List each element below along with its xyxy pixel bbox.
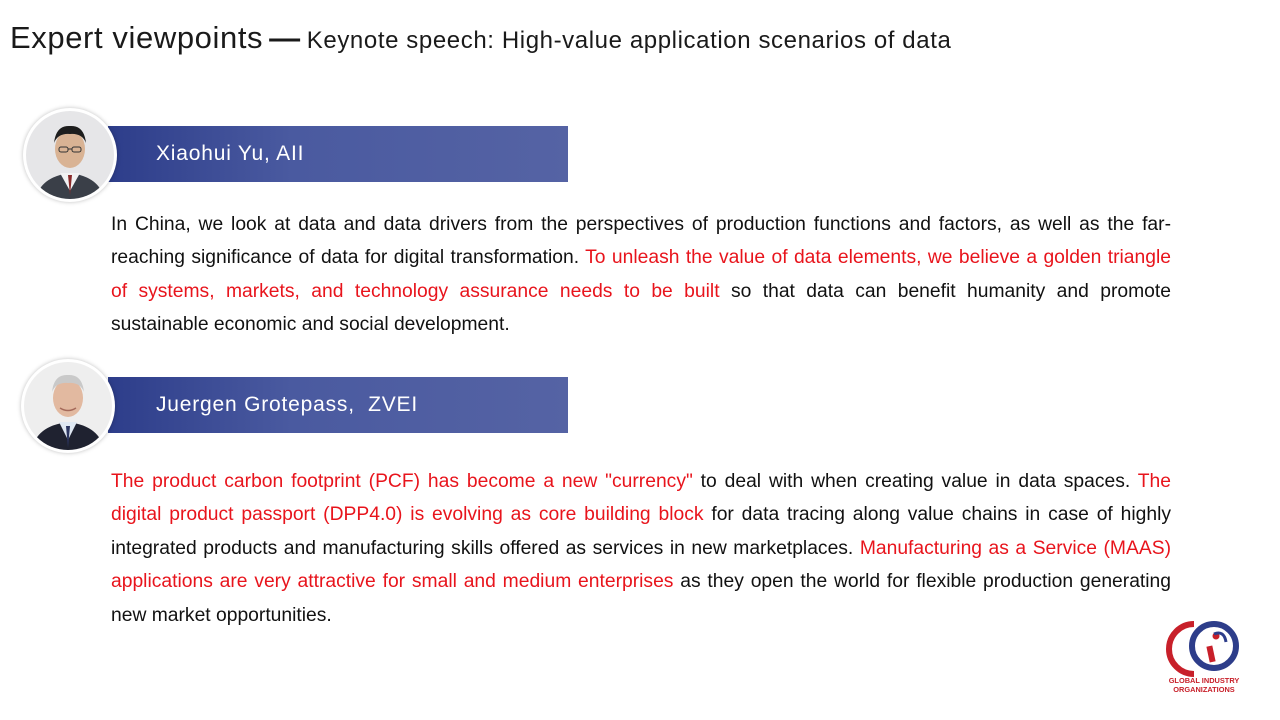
speaker-banner-1 <box>108 126 568 182</box>
logo-line-2: ORGANIZATIONS <box>1173 685 1235 694</box>
logo-text <box>1156 676 1252 694</box>
title-subtitle: Keynote speech: High-value application scenarios of data <box>306 27 952 54</box>
person-portrait-icon <box>26 111 114 199</box>
title-dash: — <box>269 20 301 55</box>
speaker-banner-2 <box>108 377 568 433</box>
quote-text: In China, we look at data and data drivers from the perspectives of production functions and factors, as well as the far-reaching significance of data for digital transformation. <box>111 214 1171 269</box>
logo-line-1: GLOBAL INDUSTRY <box>1168 676 1240 685</box>
speaker-quote-1 <box>111 208 1171 342</box>
quote-text: as they open the world for flexible production generating new market opportunities. <box>111 571 1172 626</box>
speaker-photo-2 <box>24 362 112 450</box>
quote-text: so that data can benefit humanity and promote sustainable economic and social development. <box>111 280 1171 336</box>
speaker-photo-1 <box>26 111 114 199</box>
speaker-name-2: Juergen Grotepass, ZVEI <box>156 393 418 416</box>
quote-highlight: Manufacturing as a Service (MAAS) applications are very attractive for small and medium enterprises <box>111 537 1171 593</box>
page-title <box>10 20 951 56</box>
speaker-quote-2 <box>111 465 1171 632</box>
quote-text: for data tracing along value chains in case of highly integrated products and manufacturing skills offered as services in new marketplaces. <box>111 504 1171 559</box>
quote-text: to deal with when creating value in data spaces. <box>692 471 1138 492</box>
person-portrait-icon <box>24 362 112 450</box>
speaker-name-1: Xiaohui Yu, AII <box>156 142 305 165</box>
quote-highlight: The product carbon footprint (PCF) has become a new "currency" <box>111 471 693 492</box>
title-main: Expert viewpoints <box>10 20 264 55</box>
quote-highlight: To unleash the value of data elements, we believe a golden triangle of systems, markets, and technology assurance needs to be built <box>111 247 1171 302</box>
quote-highlight: The digital product passport (DPP4.0) is evolving as core building block <box>111 471 1171 526</box>
